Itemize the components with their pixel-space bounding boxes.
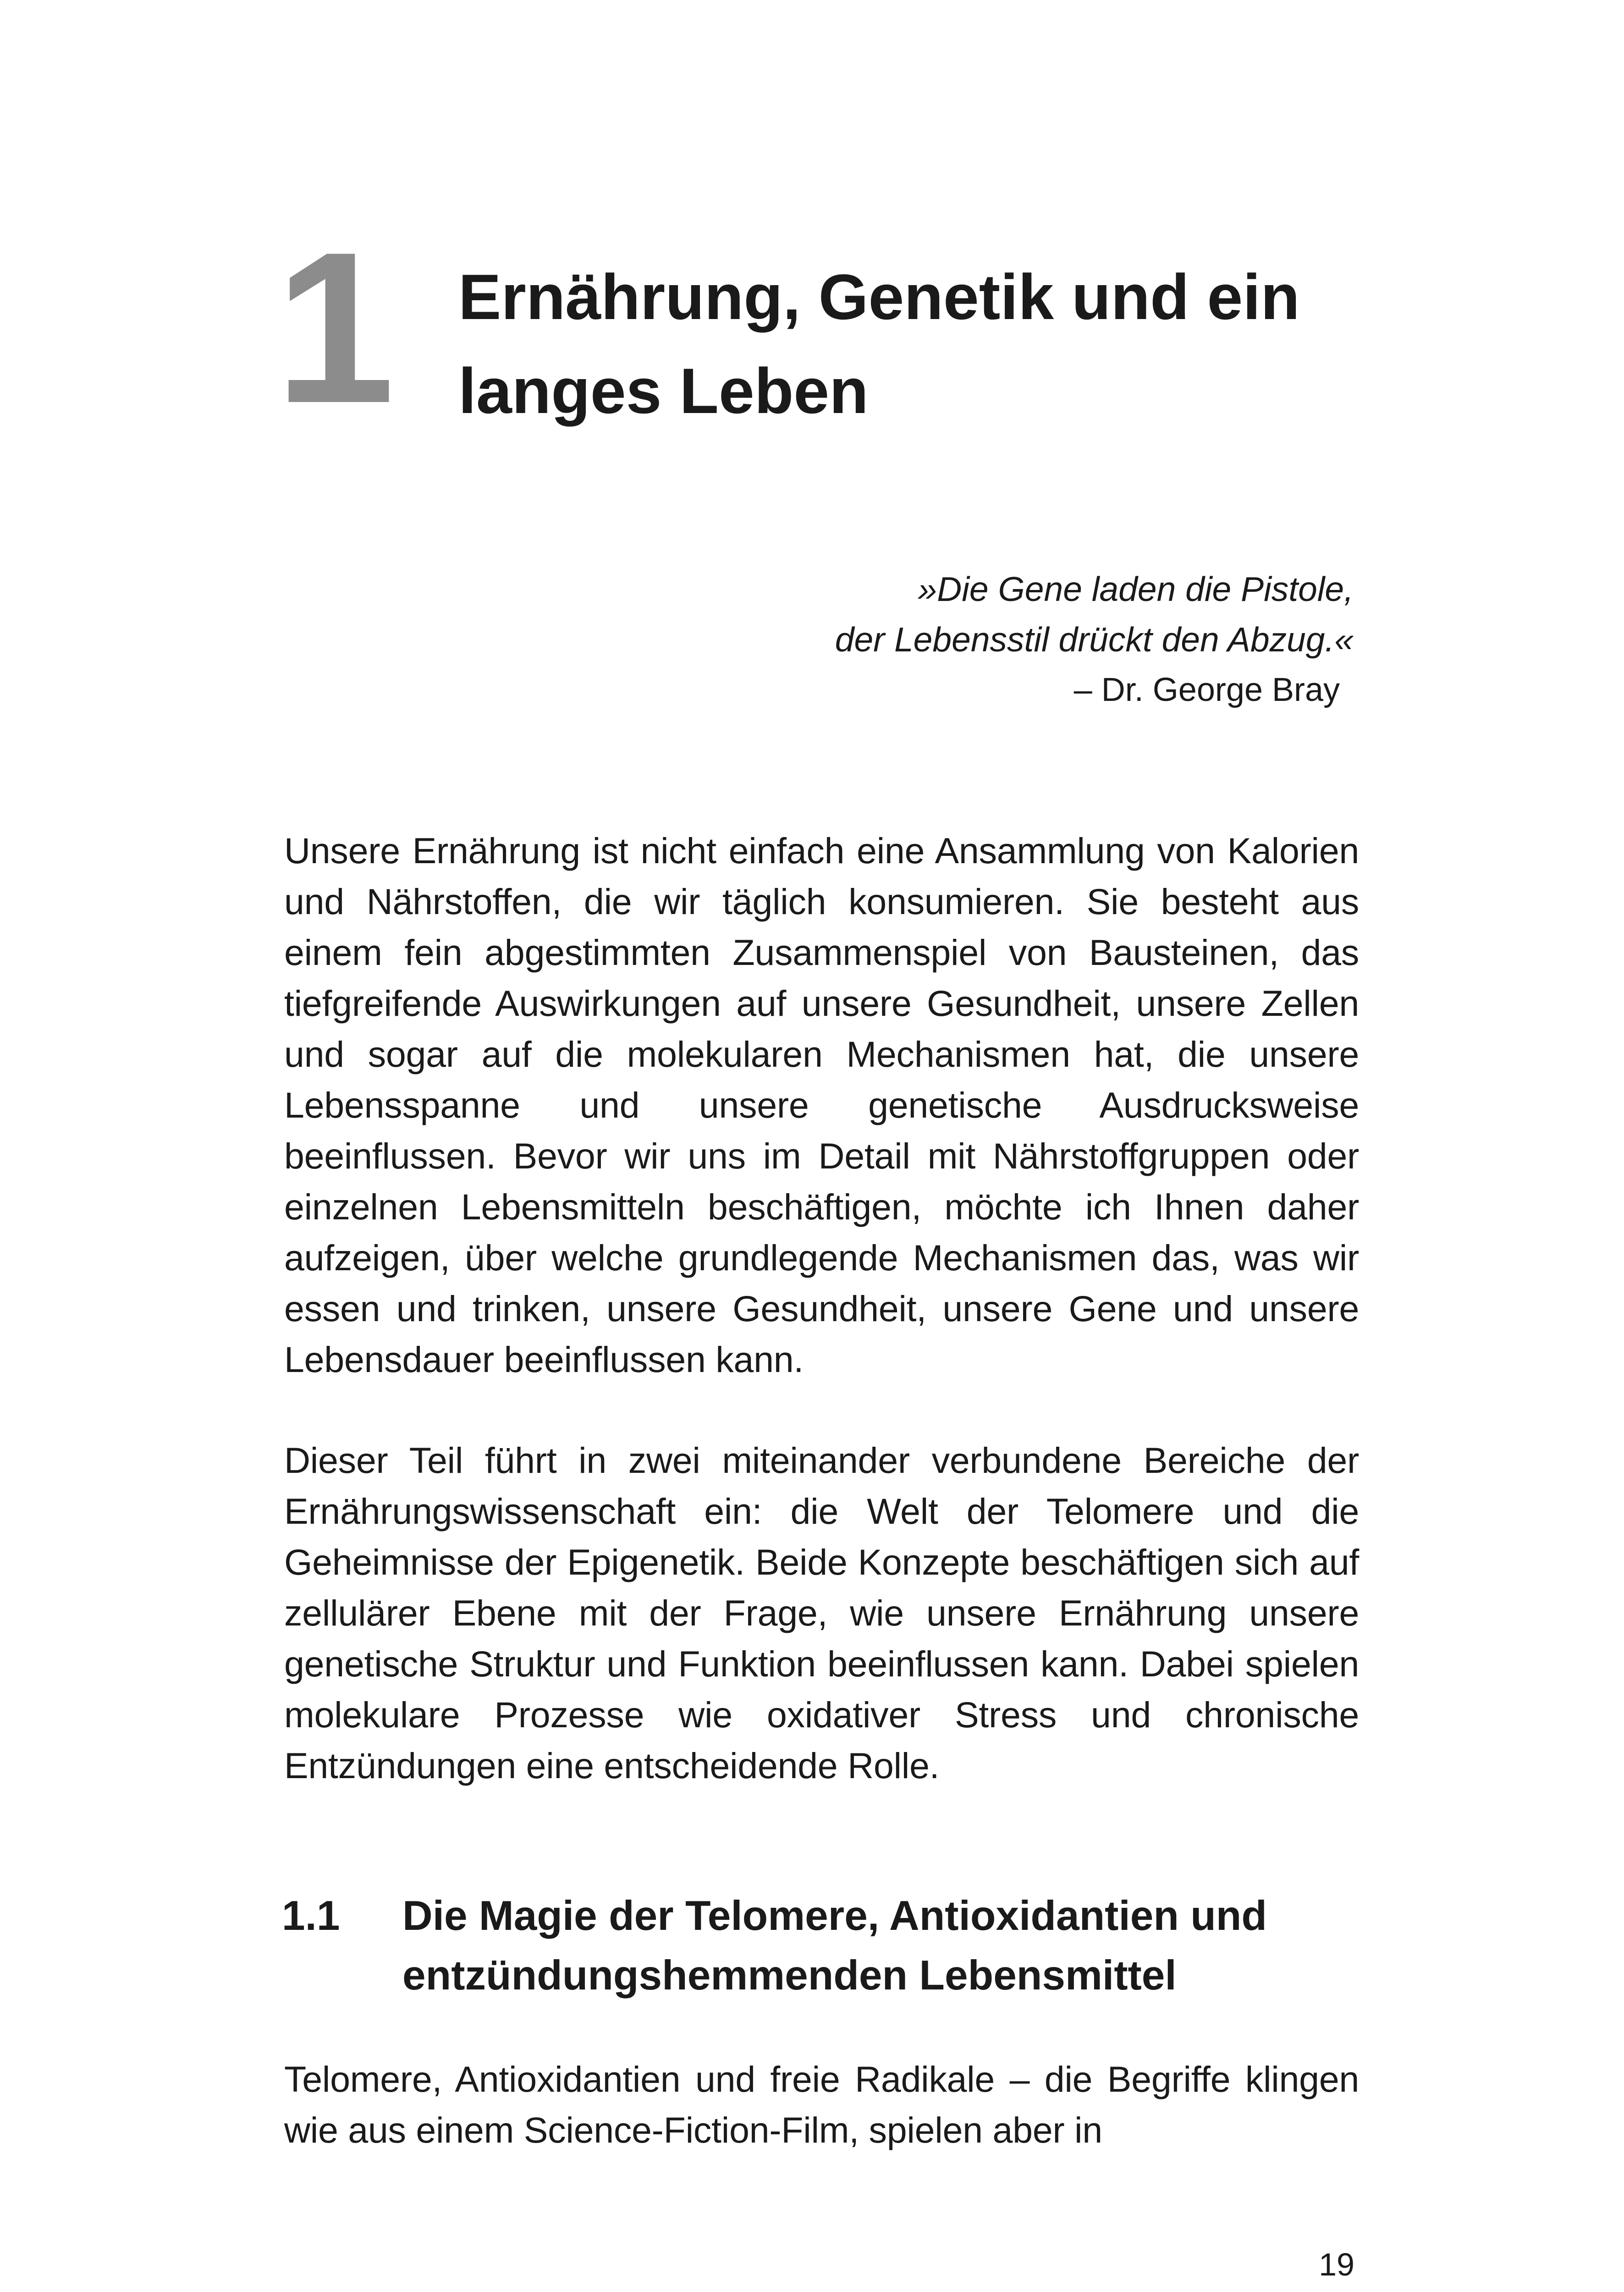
chapter-title: Ernährung, Genetik und ein langes Leben	[458, 261, 1300, 427]
section-heading	[282, 1886, 1382, 2006]
page-number: 19	[1319, 2247, 1354, 2282]
section-number: 1.1	[282, 1893, 340, 1939]
chapter-number: 1	[275, 207, 395, 448]
epigraph-line-2: der Lebensstil drückt den Abzug.«	[835, 620, 1354, 659]
section-title: Die Magie der Telomere, Antioxidantien und entzündungshemmenden Lebensmittel	[402, 1893, 1267, 1999]
intro-paragraph-2: Dieser Teil führt in zwei miteinander verbundene Bereiche der Ernährungswissenschaft ein: die Welt der Telomere und die Geheimnisse der Epigenetik. Beide Konzepte beschäftigen sich auf zellulärer Ebene mit der Frage, wie unsere Ernährung unsere genetische Struktur und Funktion beeinflussen kann. Dabei spielen molekulare Prozesse wie oxidativer Stress und chronische Entzündungen eine entscheidende Rolle.	[284, 1440, 1359, 1786]
section-paragraph: Telomere, Antioxidantien und freie Radikale – die Begriffe klingen wie aus einem Science-Fiction-Film, spielen aber in	[284, 2059, 1359, 2150]
intro-paragraph-1: Unsere Ernährung ist nicht einfach eine Ansammlung von Kalorien und Nährstoffen, die wir täglich konsumieren. Sie besteht aus einem fein abgestimmten Zusammenspiel von Bausteinen, das tiefgreifende Auswirkungen auf unsere Gesundheit, unsere Zellen und sogar auf die molekularen Mechanismen hat, die unsere Lebensspanne und unsere genetische Ausdrucksweise beeinflussen. Bevor wir uns im Detail mit Nährstoffgruppen oder einzelnen Lebensmitteln beschäftigen, möchte ich Ihnen daher aufzeigen, über welche grundlegende Mechanismen das, was wir essen und trinken, unsere Gesundheit, unsere Gene und unsere Lebensdauer beeinflussen kann.	[284, 830, 1359, 1380]
epigraph-line-1: »Die Gene laden die Pistole,	[918, 570, 1354, 608]
epigraph	[620, 564, 1354, 715]
epigraph-author: – Dr. George Bray	[1073, 672, 1340, 708]
